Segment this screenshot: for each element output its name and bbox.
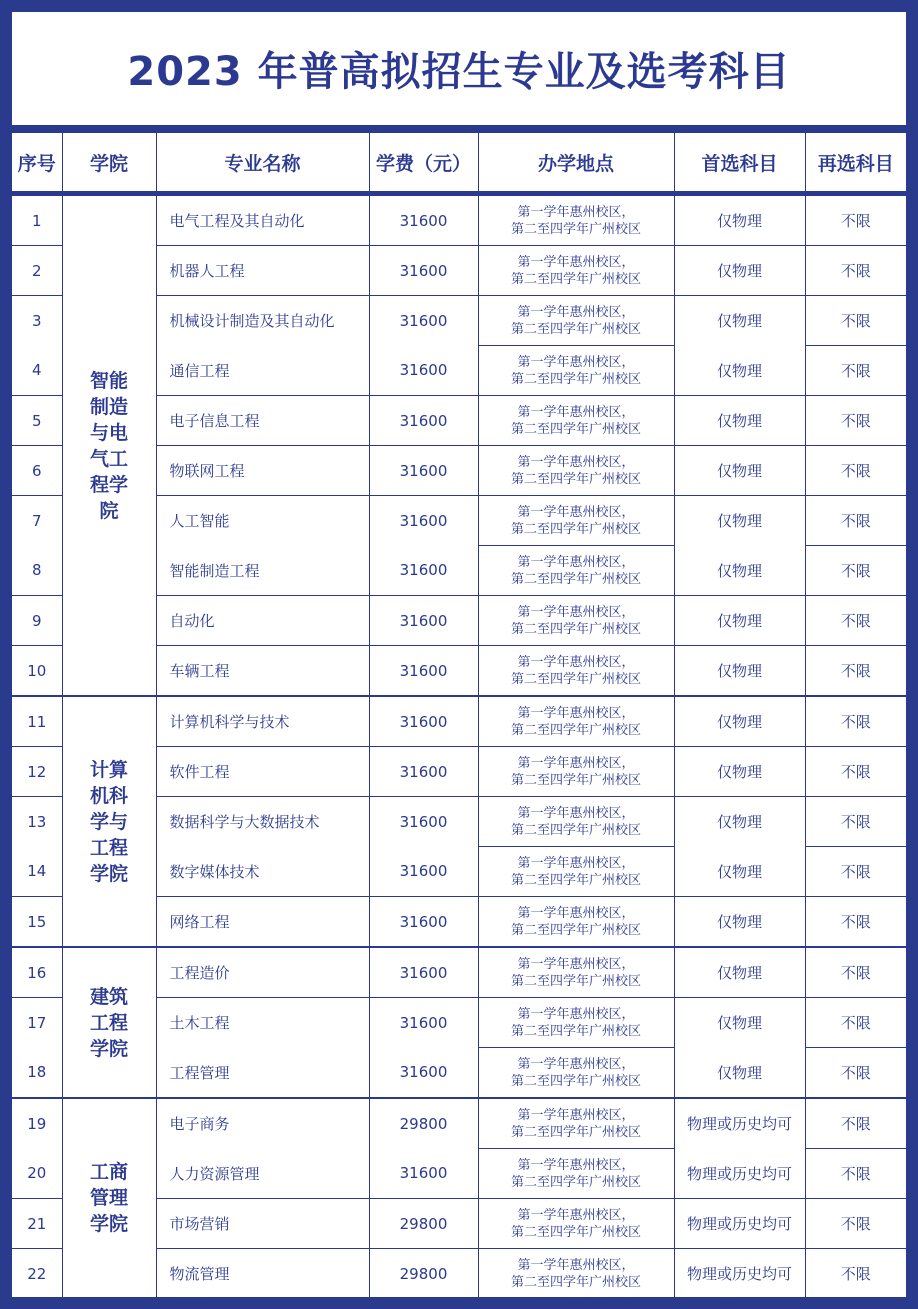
row-number: 22	[12, 1249, 62, 1298]
second-subject: 不限	[805, 797, 906, 847]
second-subject: 不限	[805, 747, 906, 797]
major-name: 工程造价	[156, 947, 369, 998]
first-subject: 仅物理	[674, 1048, 805, 1099]
first-subject: 仅物理	[674, 646, 805, 697]
location-line-2: 第二至四学年广州校区	[510, 822, 641, 838]
row-number: 13	[12, 797, 62, 847]
second-subject: 不限	[805, 194, 906, 246]
second-subject: 不限	[805, 346, 906, 396]
campus-location	[478, 546, 674, 596]
row-number: 1	[12, 194, 62, 246]
campus-location	[478, 1098, 674, 1149]
location-line-1: 第一学年惠州校区，	[517, 905, 635, 921]
campus-location	[478, 998, 674, 1048]
first-subject: 仅物理	[674, 747, 805, 797]
tuition-fee: 31600	[369, 847, 478, 897]
location-line-2: 第二至四学年广州校区	[510, 922, 641, 938]
first-subject: 仅物理	[674, 296, 805, 346]
row-number: 21	[12, 1199, 62, 1249]
first-subject: 物理或历史均可	[674, 1149, 805, 1199]
row-number: 8	[12, 546, 62, 596]
tuition-fee: 31600	[369, 797, 478, 847]
campus-location	[478, 194, 674, 246]
table-row	[12, 1098, 906, 1149]
major-name: 电气工程及其自动化	[156, 194, 369, 246]
campus-location	[478, 847, 674, 897]
college-name-text: 智能制造与电气工程学院	[89, 369, 128, 522]
location-line-1: 第一学年惠州校区，	[517, 404, 635, 420]
second-subject: 不限	[805, 696, 906, 747]
second-subject: 不限	[805, 1199, 906, 1249]
first-subject: 仅物理	[674, 596, 805, 646]
location-line-2: 第二至四学年广州校区	[510, 521, 641, 537]
major-name: 工程管理	[156, 1048, 369, 1099]
first-subject: 仅物理	[674, 446, 805, 496]
location-line-1: 第一学年惠州校区，	[517, 504, 635, 520]
location-line-1: 第一学年惠州校区，	[517, 254, 635, 270]
row-number: 6	[12, 446, 62, 496]
college-name-text: 建筑工程学院	[89, 985, 128, 1060]
college-name	[62, 696, 156, 947]
second-subject: 不限	[805, 897, 906, 948]
second-subject: 不限	[805, 1149, 906, 1199]
major-name: 数据科学与大数据技术	[156, 797, 369, 847]
campus-location	[478, 1048, 674, 1099]
row-number: 17	[12, 998, 62, 1048]
major-name: 电子商务	[156, 1098, 369, 1149]
second-subject: 不限	[805, 246, 906, 296]
location-line-2: 第二至四学年广州校区	[510, 671, 641, 687]
table-header-row	[12, 133, 906, 194]
major-name: 计算机科学与技术	[156, 696, 369, 747]
table-row	[12, 696, 906, 747]
campus-location	[478, 396, 674, 446]
location-line-1: 第一学年惠州校区，	[517, 204, 635, 220]
location-line-1: 第一学年惠州校区，	[517, 1207, 635, 1223]
header-location: 办学地点	[478, 133, 674, 194]
row-number: 14	[12, 847, 62, 897]
row-number: 5	[12, 396, 62, 446]
location-line-2: 第二至四学年广州校区	[510, 421, 641, 437]
campus-location	[478, 346, 674, 396]
admissions-table	[12, 133, 906, 1297]
tuition-fee: 31600	[369, 194, 478, 246]
second-subject: 不限	[805, 1249, 906, 1298]
tuition-fee: 31600	[369, 747, 478, 797]
second-subject: 不限	[805, 446, 906, 496]
major-name: 通信工程	[156, 346, 369, 396]
location-line-2: 第二至四学年广州校区	[510, 1174, 641, 1190]
location-line-1: 第一学年惠州校区，	[517, 1056, 635, 1072]
location-line-2: 第二至四学年广州校区	[510, 621, 641, 637]
second-subject: 不限	[805, 596, 906, 646]
first-subject: 物理或历史均可	[674, 1249, 805, 1298]
tuition-fee: 31600	[369, 1149, 478, 1199]
campus-location	[478, 296, 674, 346]
row-number: 10	[12, 646, 62, 697]
major-name: 人工智能	[156, 496, 369, 546]
location-line-2: 第二至四学年广州校区	[510, 722, 641, 738]
major-name: 机器人工程	[156, 246, 369, 296]
location-line-2: 第二至四学年广州校区	[510, 1124, 641, 1140]
campus-location	[478, 646, 674, 697]
second-subject: 不限	[805, 546, 906, 596]
first-subject: 仅物理	[674, 998, 805, 1048]
campus-location	[478, 696, 674, 747]
second-subject: 不限	[805, 646, 906, 697]
college-name	[62, 194, 156, 697]
row-number: 7	[12, 496, 62, 546]
tuition-fee: 29800	[369, 1098, 478, 1149]
location-line-1: 第一学年惠州校区，	[517, 554, 635, 570]
location-line-2: 第二至四学年广州校区	[510, 221, 641, 237]
tuition-fee: 31600	[369, 346, 478, 396]
table-row	[12, 194, 906, 246]
tuition-fee: 31600	[369, 998, 478, 1048]
tuition-fee: 29800	[369, 1249, 478, 1298]
location-line-2: 第二至四学年广州校区	[510, 321, 641, 337]
location-line-2: 第二至四学年广州校区	[510, 1023, 641, 1039]
campus-location	[478, 1149, 674, 1199]
tuition-fee: 31600	[369, 396, 478, 446]
major-name: 数字媒体技术	[156, 847, 369, 897]
row-number: 12	[12, 747, 62, 797]
tuition-fee: 31600	[369, 496, 478, 546]
campus-location	[478, 747, 674, 797]
tuition-fee: 31600	[369, 646, 478, 697]
major-name: 智能制造工程	[156, 546, 369, 596]
major-name: 市场营销	[156, 1199, 369, 1249]
major-name: 软件工程	[156, 747, 369, 797]
location-line-1: 第一学年惠州校区，	[517, 354, 635, 370]
tuition-fee: 31600	[369, 446, 478, 496]
first-subject: 仅物理	[674, 847, 805, 897]
location-line-1: 第一学年惠州校区，	[517, 1006, 635, 1022]
first-subject: 仅物理	[674, 194, 805, 246]
page-title: 2023 年普高拟招生专业及选考科目	[127, 49, 791, 95]
major-name: 车辆工程	[156, 646, 369, 697]
campus-location	[478, 1199, 674, 1249]
major-name: 网络工程	[156, 897, 369, 948]
major-name: 机械设计制造及其自动化	[156, 296, 369, 346]
location-line-2: 第二至四学年广州校区	[510, 973, 641, 989]
header-second-subject: 再选科目	[805, 133, 906, 194]
first-subject: 仅物理	[674, 546, 805, 596]
campus-location	[478, 596, 674, 646]
first-subject: 仅物理	[674, 947, 805, 998]
row-number: 3	[12, 296, 62, 346]
second-subject: 不限	[805, 296, 906, 346]
location-line-1: 第一学年惠州校区，	[517, 1257, 635, 1273]
first-subject: 仅物理	[674, 346, 805, 396]
location-line-1: 第一学年惠州校区，	[517, 604, 635, 620]
row-number: 18	[12, 1048, 62, 1099]
location-line-2: 第二至四学年广州校区	[510, 772, 641, 788]
first-subject: 仅物理	[674, 246, 805, 296]
second-subject: 不限	[805, 1098, 906, 1149]
first-subject: 仅物理	[674, 797, 805, 847]
table-row	[12, 947, 906, 998]
college-name	[62, 1098, 156, 1297]
tuition-fee: 29800	[369, 1199, 478, 1249]
first-subject: 物理或历史均可	[674, 1098, 805, 1149]
header-fee: 学费（元）	[369, 133, 478, 194]
second-subject: 不限	[805, 998, 906, 1048]
first-subject: 仅物理	[674, 897, 805, 948]
location-line-2: 第二至四学年广州校区	[510, 1224, 641, 1240]
tuition-fee: 31600	[369, 296, 478, 346]
first-subject: 物理或历史均可	[674, 1199, 805, 1249]
header-no: 序号	[12, 133, 62, 194]
campus-location	[478, 897, 674, 948]
location-line-2: 第二至四学年广州校区	[510, 1274, 641, 1290]
tuition-fee: 31600	[369, 596, 478, 646]
campus-location	[478, 947, 674, 998]
location-line-1: 第一学年惠州校区，	[517, 805, 635, 821]
major-name: 物联网工程	[156, 446, 369, 496]
first-subject: 仅物理	[674, 696, 805, 747]
campus-location	[478, 446, 674, 496]
tuition-fee: 31600	[369, 947, 478, 998]
location-line-2: 第二至四学年广州校区	[510, 471, 641, 487]
second-subject: 不限	[805, 847, 906, 897]
college-name	[62, 947, 156, 1098]
location-line-1: 第一学年惠州校区，	[517, 654, 635, 670]
campus-location	[478, 246, 674, 296]
first-subject: 仅物理	[674, 396, 805, 446]
major-name: 物流管理	[156, 1249, 369, 1298]
header-first-subject: 首选科目	[674, 133, 805, 194]
first-subject: 仅物理	[674, 496, 805, 546]
location-line-1: 第一学年惠州校区，	[517, 956, 635, 972]
major-name: 土木工程	[156, 998, 369, 1048]
location-line-1: 第一学年惠州校区，	[517, 454, 635, 470]
college-name-text: 工商管理学院	[89, 1161, 128, 1235]
location-line-1: 第一学年惠州校区，	[517, 705, 635, 721]
location-line-1: 第一学年惠州校区，	[517, 304, 635, 320]
header-major: 专业名称	[156, 133, 369, 194]
location-line-1: 第一学年惠州校区，	[517, 855, 635, 871]
tuition-fee: 31600	[369, 897, 478, 948]
second-subject: 不限	[805, 396, 906, 446]
location-line-2: 第二至四学年广州校区	[510, 872, 641, 888]
row-number: 15	[12, 897, 62, 948]
row-number: 9	[12, 596, 62, 646]
location-line-2: 第二至四学年广州校区	[510, 371, 641, 387]
location-line-1: 第一学年惠州校区，	[517, 1107, 635, 1123]
major-name: 电子信息工程	[156, 396, 369, 446]
tuition-fee: 31600	[369, 1048, 478, 1099]
row-number: 20	[12, 1149, 62, 1199]
header-college: 学院	[62, 133, 156, 194]
tuition-fee: 31600	[369, 696, 478, 747]
row-number: 4	[12, 346, 62, 396]
table-body	[12, 194, 906, 1298]
campus-location	[478, 496, 674, 546]
tuition-fee: 31600	[369, 546, 478, 596]
location-line-1: 第一学年惠州校区，	[517, 1157, 635, 1173]
major-name: 自动化	[156, 596, 369, 646]
second-subject: 不限	[805, 496, 906, 546]
location-line-2: 第二至四学年广州校区	[510, 1073, 641, 1089]
location-line-1: 第一学年惠州校区，	[517, 755, 635, 771]
title-banner	[12, 12, 906, 125]
tuition-fee: 31600	[369, 246, 478, 296]
second-subject: 不限	[805, 947, 906, 998]
college-name-text: 计算机科学与工程学院	[89, 758, 128, 885]
location-line-2: 第二至四学年广州校区	[510, 271, 641, 287]
second-subject: 不限	[805, 1048, 906, 1099]
row-number: 11	[12, 696, 62, 747]
location-line-2: 第二至四学年广州校区	[510, 571, 641, 587]
major-name: 人力资源管理	[156, 1149, 369, 1199]
row-number: 16	[12, 947, 62, 998]
admissions-table-container	[12, 133, 906, 1297]
row-number: 2	[12, 246, 62, 296]
campus-location	[478, 1249, 674, 1298]
campus-location	[478, 797, 674, 847]
row-number: 19	[12, 1098, 62, 1149]
